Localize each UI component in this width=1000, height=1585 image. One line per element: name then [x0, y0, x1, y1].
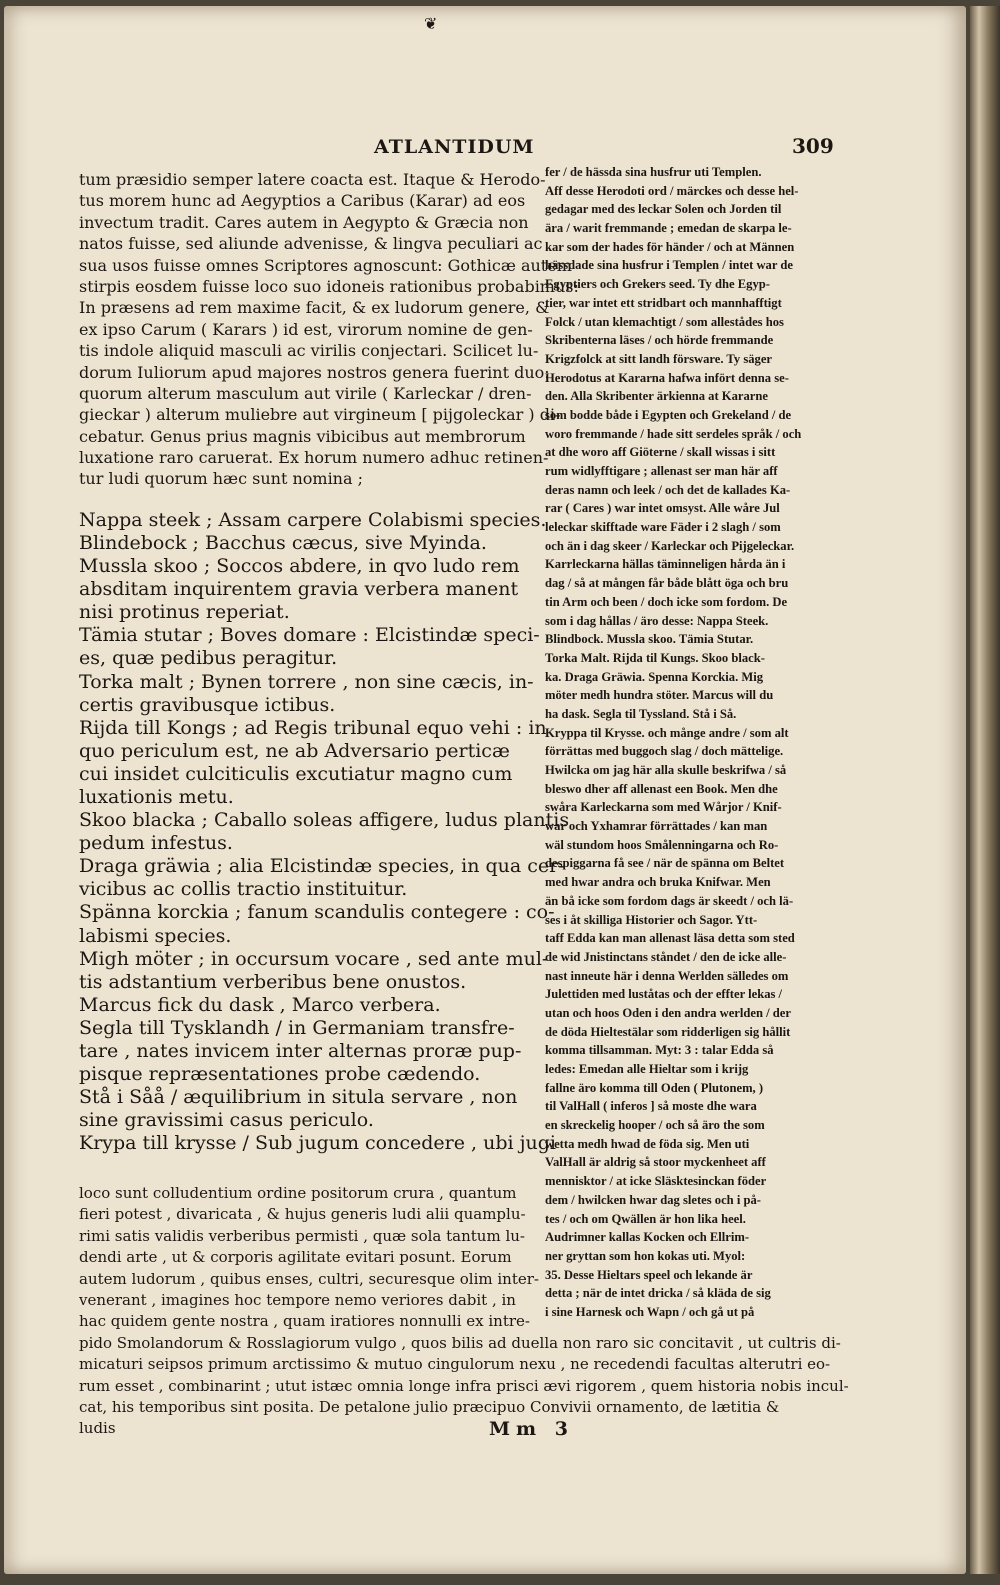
- text-line: hac quidem gente nostra , quam iratiores nonnulli ex intre-: [79, 1312, 530, 1331]
- text-line: cat, his temporibus sint posita. De petalone julio præcipuo Convivii ornamento, de lætitia &: [79, 1397, 780, 1416]
- text-line: och än i dag skeer / Karleckar och Pijgeleckar.: [545, 538, 795, 553]
- text-line: nast inneute här i denna Werlden sälledes om: [545, 968, 789, 983]
- game-entry: certis gravibusque ictibus.: [79, 693, 336, 716]
- text-line: i sine Harnesk och Wapn / och gå ut på: [545, 1304, 755, 1319]
- game-entry: tis adstantium verberibus bene onustos.: [79, 970, 467, 993]
- text-line: tur ludi quorum hæc sunt nomina ;: [79, 469, 363, 489]
- text-line: despiggarna få see / när de spänna om Beltet: [545, 856, 785, 871]
- text-line: ära / warit fremmande ; emedan de skarpa le-: [545, 221, 792, 236]
- text-line: än bå icke som fordom dags är skeedt / och lä-: [545, 893, 794, 908]
- ornament-icon: ❦: [424, 14, 438, 33]
- text-line: In præsens ad rem maxime facit, & ex ludorum genere, &: [79, 298, 550, 318]
- text-line: ValHall är aldrig så stoor myckenheet aff: [545, 1155, 766, 1170]
- game-entry: pisque repræsentationes probe cædendo.: [79, 1063, 481, 1086]
- text-line: loco sunt colludentium ordine positorum crura , quantum: [79, 1184, 517, 1202]
- text-line: Blindbock. Mussla skoo. Tämia Stutar.: [545, 632, 754, 647]
- text-line: som i dag hållas / äro desse: Nappa Steek.: [545, 613, 769, 628]
- game-entry: Segla till Tysklandh / in Germaniam transfre-: [79, 1016, 515, 1039]
- text-line: war och Yxhamrar förrättades / kan man: [545, 819, 768, 834]
- text-line: tier, war intet ett stridbart och mannhafftigt: [545, 295, 782, 310]
- game-entry: Stå i Såå / æquilibrium in situla servare , non: [79, 1086, 518, 1109]
- text-line: pido Smolandorum & Rosslagiorum vulgo , quos bilis ad duella non raro sic concitavit , ut cultris di-: [79, 1333, 841, 1352]
- text-line: taff Edda kan man allenast läsa detta som sted: [545, 931, 795, 946]
- text-line: Julettiden med luståtas och der effter lekas /: [545, 987, 783, 1002]
- text-line: dag / så at mången får både blått öga och bru: [545, 576, 789, 591]
- game-entry: absditam inquirentem gravia verbera manent: [79, 578, 519, 601]
- game-entry: Mussla skoo ; Soccos abdere, in qvo ludo rem: [79, 555, 520, 578]
- text-line: Torka Malt. Rijda til Kungs. Skoo black-: [545, 650, 765, 665]
- text-line: dendi arte , ut & corporis agilitate evitari posunt. Eorum: [79, 1248, 512, 1267]
- text-line: wäl stundom hoos Smålenningarna och Ro-: [545, 837, 779, 852]
- text-line: de wid Jnistinctans ståndet / den de icke alle-: [545, 949, 787, 964]
- text-line: Audrimner kallas Kocken och Ellrim-: [545, 1230, 750, 1245]
- game-entry: Spänna korckia ; fanum scandulis contegere : co-: [79, 901, 555, 924]
- left-column: [79, 170, 579, 1157]
- text-line: woro fremmande / hade sitt serdeles språk / och: [545, 426, 802, 441]
- game-entry: quo periculum est, ne ab Adversario perticæ: [79, 739, 510, 762]
- text-line: rar ( Cares ) war intet omsyst. Alle wåre Jul: [545, 501, 780, 516]
- text-line: ha dask. Segla til Tyssland. Stå i Så.: [545, 706, 737, 721]
- text-line: invectum tradit. Cares autem in Aegypto & Græcia non: [79, 212, 529, 232]
- text-line: 35. Desse Hieltars speel och lekande är: [545, 1267, 753, 1282]
- text-line: möter medh hundra stöter. Marcus will du: [545, 688, 774, 703]
- text-line: fer / de hässda sina husfrur uti Templen.: [545, 165, 762, 179]
- text-line: ner gryttan som hon kokas uti. Myol:: [545, 1248, 746, 1263]
- text-line: leleckar skifftade ware Fäder i 2 slagh / som: [545, 520, 781, 535]
- book-edge: [970, 6, 1000, 1574]
- text-line: ka. Draga Gräwia. Spenna Korckia. Mig: [545, 669, 764, 684]
- game-entry: nisi protinus reperiat.: [79, 601, 290, 624]
- latin-intro: [79, 170, 579, 493]
- game-entry: Krypa till krysse / Sub jugum concedere , ubi jugi: [79, 1132, 556, 1155]
- game-entry: Migh möter ; in occursum vocare , sed ante mul-: [79, 947, 549, 970]
- text-line: natos fuisse, sed aliunde advenisse, & lingva peculiari ac: [79, 234, 543, 254]
- text-line: at dhe woro aff Giöterne / skall wissas i sitt: [545, 445, 776, 460]
- text-line: til ValHall ( inferos ] så moste dhe wara: [545, 1099, 757, 1114]
- text-line: bleswo dher aff allenast een Book. Men dhe: [545, 781, 778, 796]
- text-line: tus morem hunc ad Aegyptios a Caribus (Karar) ad eos: [79, 191, 526, 211]
- text-line: tin Arm och been / doch icke som fordom. De: [545, 594, 788, 609]
- text-line: gieckar ) alterum muliebre aut virgineum [ pijgoleckar ) di-: [79, 405, 561, 425]
- text-line: sua usos fuisse omnes Scriptores agnoscunt: Gothicæ autem: [79, 255, 572, 275]
- text-line: Folck / utan klemachtigt / som allestådes hos: [545, 314, 784, 329]
- text-line: tes / och om Qwällen är hon lika heel.: [545, 1211, 746, 1226]
- text-line: venerant , imagines hoc tempore nemo veriores dabit , in: [79, 1290, 516, 1309]
- page-number: 309: [792, 134, 834, 158]
- text-line: gedagar med des leckar Solen och Jorden til: [545, 202, 782, 217]
- text-line: rum esset , combinarint ; utut istæc omnia longe infra prisci ævi rigorem , quem historia nobis incul-: [79, 1376, 849, 1395]
- text-line: swåra Karleckarna som med Wårjor / Knif-: [545, 800, 782, 815]
- game-entry: cui insidet culciticulis excutiatur magno cum: [79, 762, 513, 785]
- text-line: de döda Hieltestälar som ridderligen sig hållit: [545, 1024, 791, 1039]
- text-line: tis indole aliquid masculi ac virilis conjectari. Scilicet lu-: [79, 341, 539, 361]
- text-line: quorum alterum masculum aut virile ( Karleckar / dren-: [79, 383, 532, 403]
- text-line: micaturi seipsos primum arctissimo & mutuo cingulorum nexu , ne recedendi facultas alterutri eo-: [79, 1355, 831, 1374]
- games-list: [79, 508, 570, 1158]
- text-line: utan och hoos Oden i den andra werlden / der: [545, 1005, 791, 1020]
- game-entry: Blindebock ; Bacchus cæcus, sive Myinda.: [79, 531, 487, 554]
- text-line: fieri potest , divaricata , & hujus generis ludi alii quamplu-: [79, 1205, 526, 1224]
- text-line: Egyptiers och Grekers seed. Ty dhe Egyp-: [545, 277, 770, 292]
- book-page: [4, 6, 966, 1574]
- text-line: ses i åt skilliga Historier och Sagor. Ytt-: [545, 912, 758, 927]
- game-entry: Marcus fick du dask , Marco verbera.: [79, 993, 441, 1016]
- text-line: autem ludorum , quibus enses, cultri, securesque olim inter-: [79, 1269, 539, 1288]
- game-entry: sine gravissimi casus periculo.: [79, 1109, 374, 1132]
- game-entry: Draga gräwia ; alia Elcistindæ species, in qua cer-: [79, 855, 565, 878]
- text-line: förrättas med buggoch slag / doch mättelige.: [545, 744, 784, 759]
- right-column: [545, 166, 865, 1325]
- text-line: luxatione raro caruerat. Ex horum numero adhuc retinen-: [79, 448, 549, 468]
- game-entry: Nappa steek ; Assam carpere Colabismi species.: [79, 508, 547, 531]
- text-line: som bodde både i Egypten och Grekeland / de: [545, 407, 792, 422]
- text-line: kar som der hades för händer / och at Männen: [545, 239, 795, 254]
- text-line: en skreckelig hooper / och så äro the som: [545, 1118, 765, 1133]
- game-entry: Tämia stutar ; Boves domare : Elcistindæ speci-: [79, 624, 540, 647]
- text-line: Krigzfolck at sitt landh försware. Ty säger: [545, 351, 773, 366]
- text-line: stirpis eosdem fuisse loco suo idoneis rationibus probabimus:: [79, 276, 579, 296]
- text-line: Aff desse Herodoti ord / märckes och desse hel-: [545, 183, 799, 198]
- text-line: rum widlyfftigare ; allenast ser man här aff: [545, 464, 778, 478]
- text-line: cebatur. Genus prius magnis vibicibus aut membrorum: [79, 426, 526, 446]
- game-entry: tare , nates invicem inter alternas proræ pup-: [79, 1040, 522, 1063]
- text-line: Karrleckarna hällas täminneligen hårda än i: [545, 557, 786, 572]
- game-entry: Skoo blacka ; Caballo soleas affigere, ludus plantis: [79, 809, 570, 832]
- game-entry: es, quæ pedibus peragitur.: [79, 647, 338, 670]
- text-line: hässdade sina husfrur i Templen / intet war de: [545, 258, 793, 273]
- game-entry: pedum infestus.: [79, 832, 233, 855]
- text-line: mennisktor / at icke Släsktesinckan föder: [545, 1174, 767, 1189]
- game-entry: luxationis metu.: [79, 785, 234, 808]
- text-line: Skribenterna läses / och hörde fremmande: [545, 333, 774, 348]
- game-entry: labismi species.: [79, 924, 232, 947]
- game-entry: vicibus ac collis tractio instituitur.: [79, 878, 408, 901]
- text-line: komma tillsamman. Myt: 3 : talar Edda så: [545, 1043, 774, 1058]
- signature-mark: Mm 3: [489, 1418, 574, 1440]
- text-line: rimi satis validis verberibus permisti , quæ sola tantum lu-: [79, 1226, 525, 1245]
- game-entry: Torka malt ; Bynen torrere , non sine cæcis, in-: [79, 670, 534, 693]
- text-line: den. Alla Skribenter ärkienna at Kararne: [545, 389, 768, 404]
- text-line: deras namn och leek / och det de kallades Ka-: [545, 482, 791, 497]
- text-line: wetta medh hwad de föda sig. Men uti: [545, 1136, 750, 1151]
- running-title: ATLANTIDUM: [374, 136, 535, 158]
- text-line: Kryppa til Krysse. och månge andre / som alt: [545, 725, 789, 740]
- text-line: dorum Iuliorum apud majores nostros genera fuerint duo:: [79, 362, 550, 382]
- text-line: ledes: Emedan alle Hieltar som i krijg: [545, 1062, 749, 1076]
- game-entry: Rijda till Kongs ; ad Regis tribunal equo vehi : in: [79, 716, 547, 739]
- text-line: med hwar andra och bruka Knifwar. Men: [545, 875, 771, 890]
- text-line: fallne äro komma till Oden ( Plutonem, ): [545, 1080, 764, 1095]
- text-line: Hwilcka om jag här alla skulle beskrifwa / så: [545, 763, 787, 777]
- text-line: tum præsidio semper latere coacta est. Itaque & Herodo-: [79, 170, 546, 189]
- text-line: ex ipso Carum ( Karars ) id est, virorum nomine de gen-: [79, 319, 533, 339]
- text-line: Herodotus at Kararna hafwa infört denna se-: [545, 370, 789, 385]
- bottom-block: [79, 1184, 849, 1443]
- text-line: detta ; när de intet dricka / så kläda de sig: [545, 1286, 771, 1301]
- text-line: ludis: [79, 1419, 116, 1438]
- text-line: dem / hwilcken hwar dag sletes och i på-: [545, 1192, 761, 1207]
